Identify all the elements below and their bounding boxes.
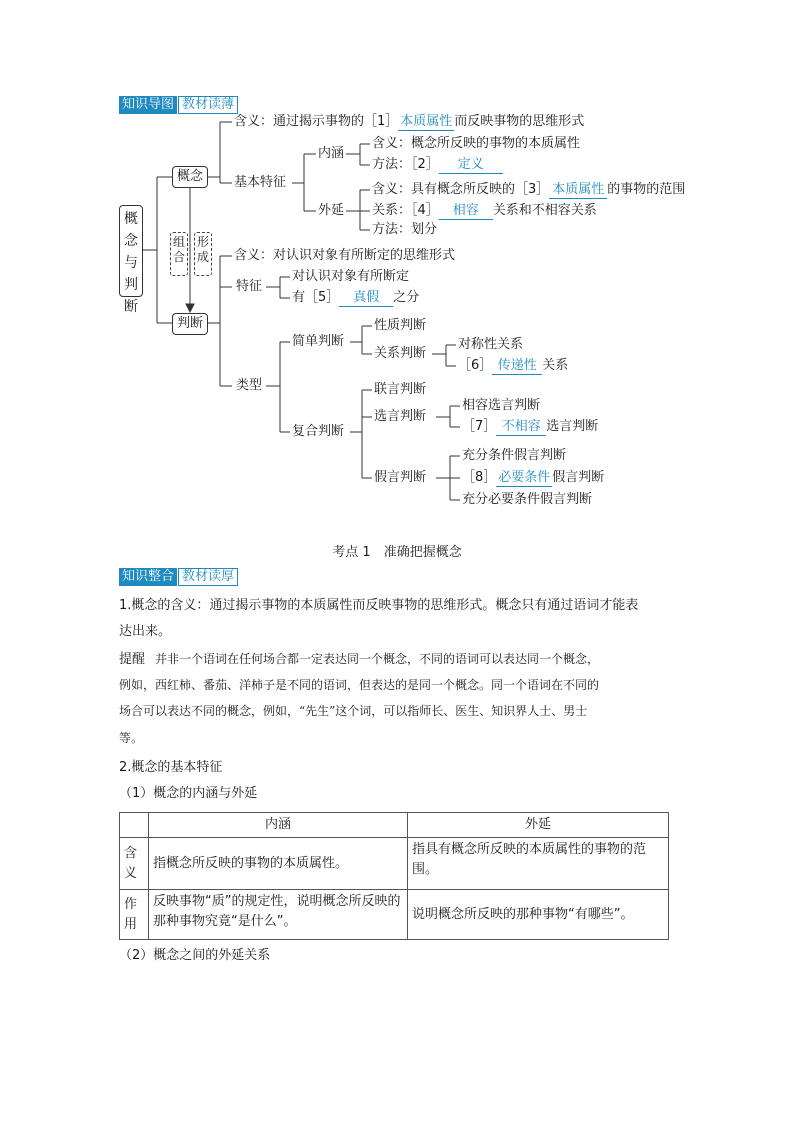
compatible-disjunctive: 相容选言判断 [462,398,541,413]
blank-1: 本质属性 [400,114,453,129]
tip-line-2: 例如，西红柿、番茄、洋柿子是不同的语词，但表达的是同一个概念。同一个语词在不同的 [119,678,600,692]
link-form-label: 形成 [196,235,209,264]
conjunctive-judgment: 联言判断 [374,382,427,397]
feature-2-pre: 有［5］ [292,290,340,305]
necessary-post: 假言判断 [552,470,605,485]
blank-8: 必要条件 [498,470,551,485]
table-header-row [120,813,669,838]
intension-extension-table [119,812,669,940]
neihan-definition: 含义：概念所反映的事物的本质属性 [372,136,581,151]
table-cell: 作用 [120,890,149,940]
paragraph-2-1: （1）概念的内涵与外延 [119,786,258,801]
waiyan-rel-pre: 关系：［4］ [372,203,439,218]
disjunctive-judgment: 选言判断 [374,409,427,424]
judge-definition: 含义：对认识对象有所断定的思维形式 [234,248,456,263]
compound-judgment: 复合判断 [292,424,345,439]
integ-tag-a: 知识整合 [119,568,177,586]
map-tag-a: 知识导图 [119,96,177,114]
hypothetical-judgment: 假言判断 [374,470,427,485]
incompatible-pre: ［7］ [462,419,497,434]
waiyan-label: 外延 [318,203,345,218]
incompatible-disjunctive [462,419,598,436]
blank-3: 本质属性 [549,182,607,199]
map-tag-b: 教材读薄 [178,96,238,114]
waiyan-relation [372,203,597,220]
waiyan-def-post: 的事物的范围 [607,182,686,197]
blank-6: 传递性 [492,358,542,375]
table-row [120,890,669,940]
integ-tag-b: 教材读厚 [178,568,238,586]
judge-node [172,313,208,335]
blank-4: 相容 [439,203,493,220]
neihan-method [372,157,503,174]
table-cell: 指具有概念所反映的本质属性的事物的范围。 [408,838,669,890]
table-cell: 含义 [120,838,149,890]
necessary-pre: ［8］ [462,470,497,485]
nature-judgment: 性质判断 [374,318,427,333]
section-title: 考点 1 准确把握概念 [332,545,462,560]
table-header-cell: 内涵 [149,813,408,838]
link-form [194,232,212,276]
link-combine-label: 组合 [172,235,185,264]
concept-def-pre: 含义：通过揭示事物的［1］ [234,114,399,129]
transitive-pre: ［6］ [458,358,493,373]
waiyan-definition [372,182,685,199]
symmetric-relation: 对称性关系 [458,337,524,352]
relation-judgment: 关系判断 [374,346,427,361]
concept-feature: 基本特征 [234,175,287,190]
transitive-post: 关系 [542,358,569,373]
neihan-label: 内涵 [318,146,345,161]
simple-judgment: 简单判断 [292,334,345,349]
transitive-relation [458,358,568,375]
neihan-method-pre: 方法：［2］ [372,157,439,172]
waiyan-def-pre: 含义：具有概念所反映的［3］ [372,182,550,197]
judge-feature-1: 对认识对象有所断定 [292,269,410,284]
root-node-label: 概念与判断 [124,211,138,315]
judge-node-label: 判断 [176,316,203,331]
table-row [120,838,669,890]
paragraph-2-2: （2）概念之间的外延关系 [119,948,271,963]
concept-node [172,166,208,188]
paragraph-1-line-2: 达出来。 [119,624,172,639]
tip-line-4: 等。 [119,731,144,745]
sufficient-hypothetical: 充分条件假言判断 [462,448,567,463]
tip-line-1-text: 并非一个语词在任何场合都一定表达同一个概念，不同的语词可以表达同一个概念， [155,652,600,666]
necessary-hypothetical [462,470,604,487]
tip-line-3: 场合可以表达不同的概念，例如，“先生”这个词，可以指师长、医生、知识界人士、男士 [119,704,588,718]
link-combine [170,232,188,276]
waiyan-rel-post: 关系和不相容关系 [492,203,597,218]
concept-def-post: 而反映事物的思维形式 [454,114,585,129]
sufficient-necessary-hypothetical: 充分必要条件假言判断 [462,492,593,507]
blank-5: 真假 [339,290,393,307]
concept-definition [234,114,584,131]
feature-2-post: 之分 [393,290,420,305]
table-cell: 反映事物“质”的规定性，说明概念所反映的那种事物究竟“是什么”。 [149,890,408,940]
table-cell: 指概念所反映的事物的本质属性。 [149,838,408,890]
blank-2: 定义 [439,157,503,174]
table-header-cell: 外延 [408,813,669,838]
concept-node-label: 概念 [176,169,203,184]
judge-feature: 特征 [236,279,263,294]
integration-section-tag [119,568,238,586]
paragraph-1-line-1: 1.概念的含义：通过揭示事物的本质属性而反映事物的思维形式。概念只有通过语词才能表 [119,598,639,613]
root-node [119,205,143,315]
judge-feature-2 [292,290,419,307]
judge-type: 类型 [236,378,263,393]
paragraph-2: 2.概念的基本特征 [119,760,223,775]
tip-line-1 [119,647,599,672]
blank-7: 不相容 [496,419,546,436]
table-cell: 说明概念所反映的那种事物“有哪些”。 [408,890,669,940]
tip-label: 提醒 [119,652,146,667]
table-header-cell [120,813,149,838]
incompatible-post: 选言判断 [546,419,599,434]
waiyan-method: 方法：划分 [372,222,438,237]
